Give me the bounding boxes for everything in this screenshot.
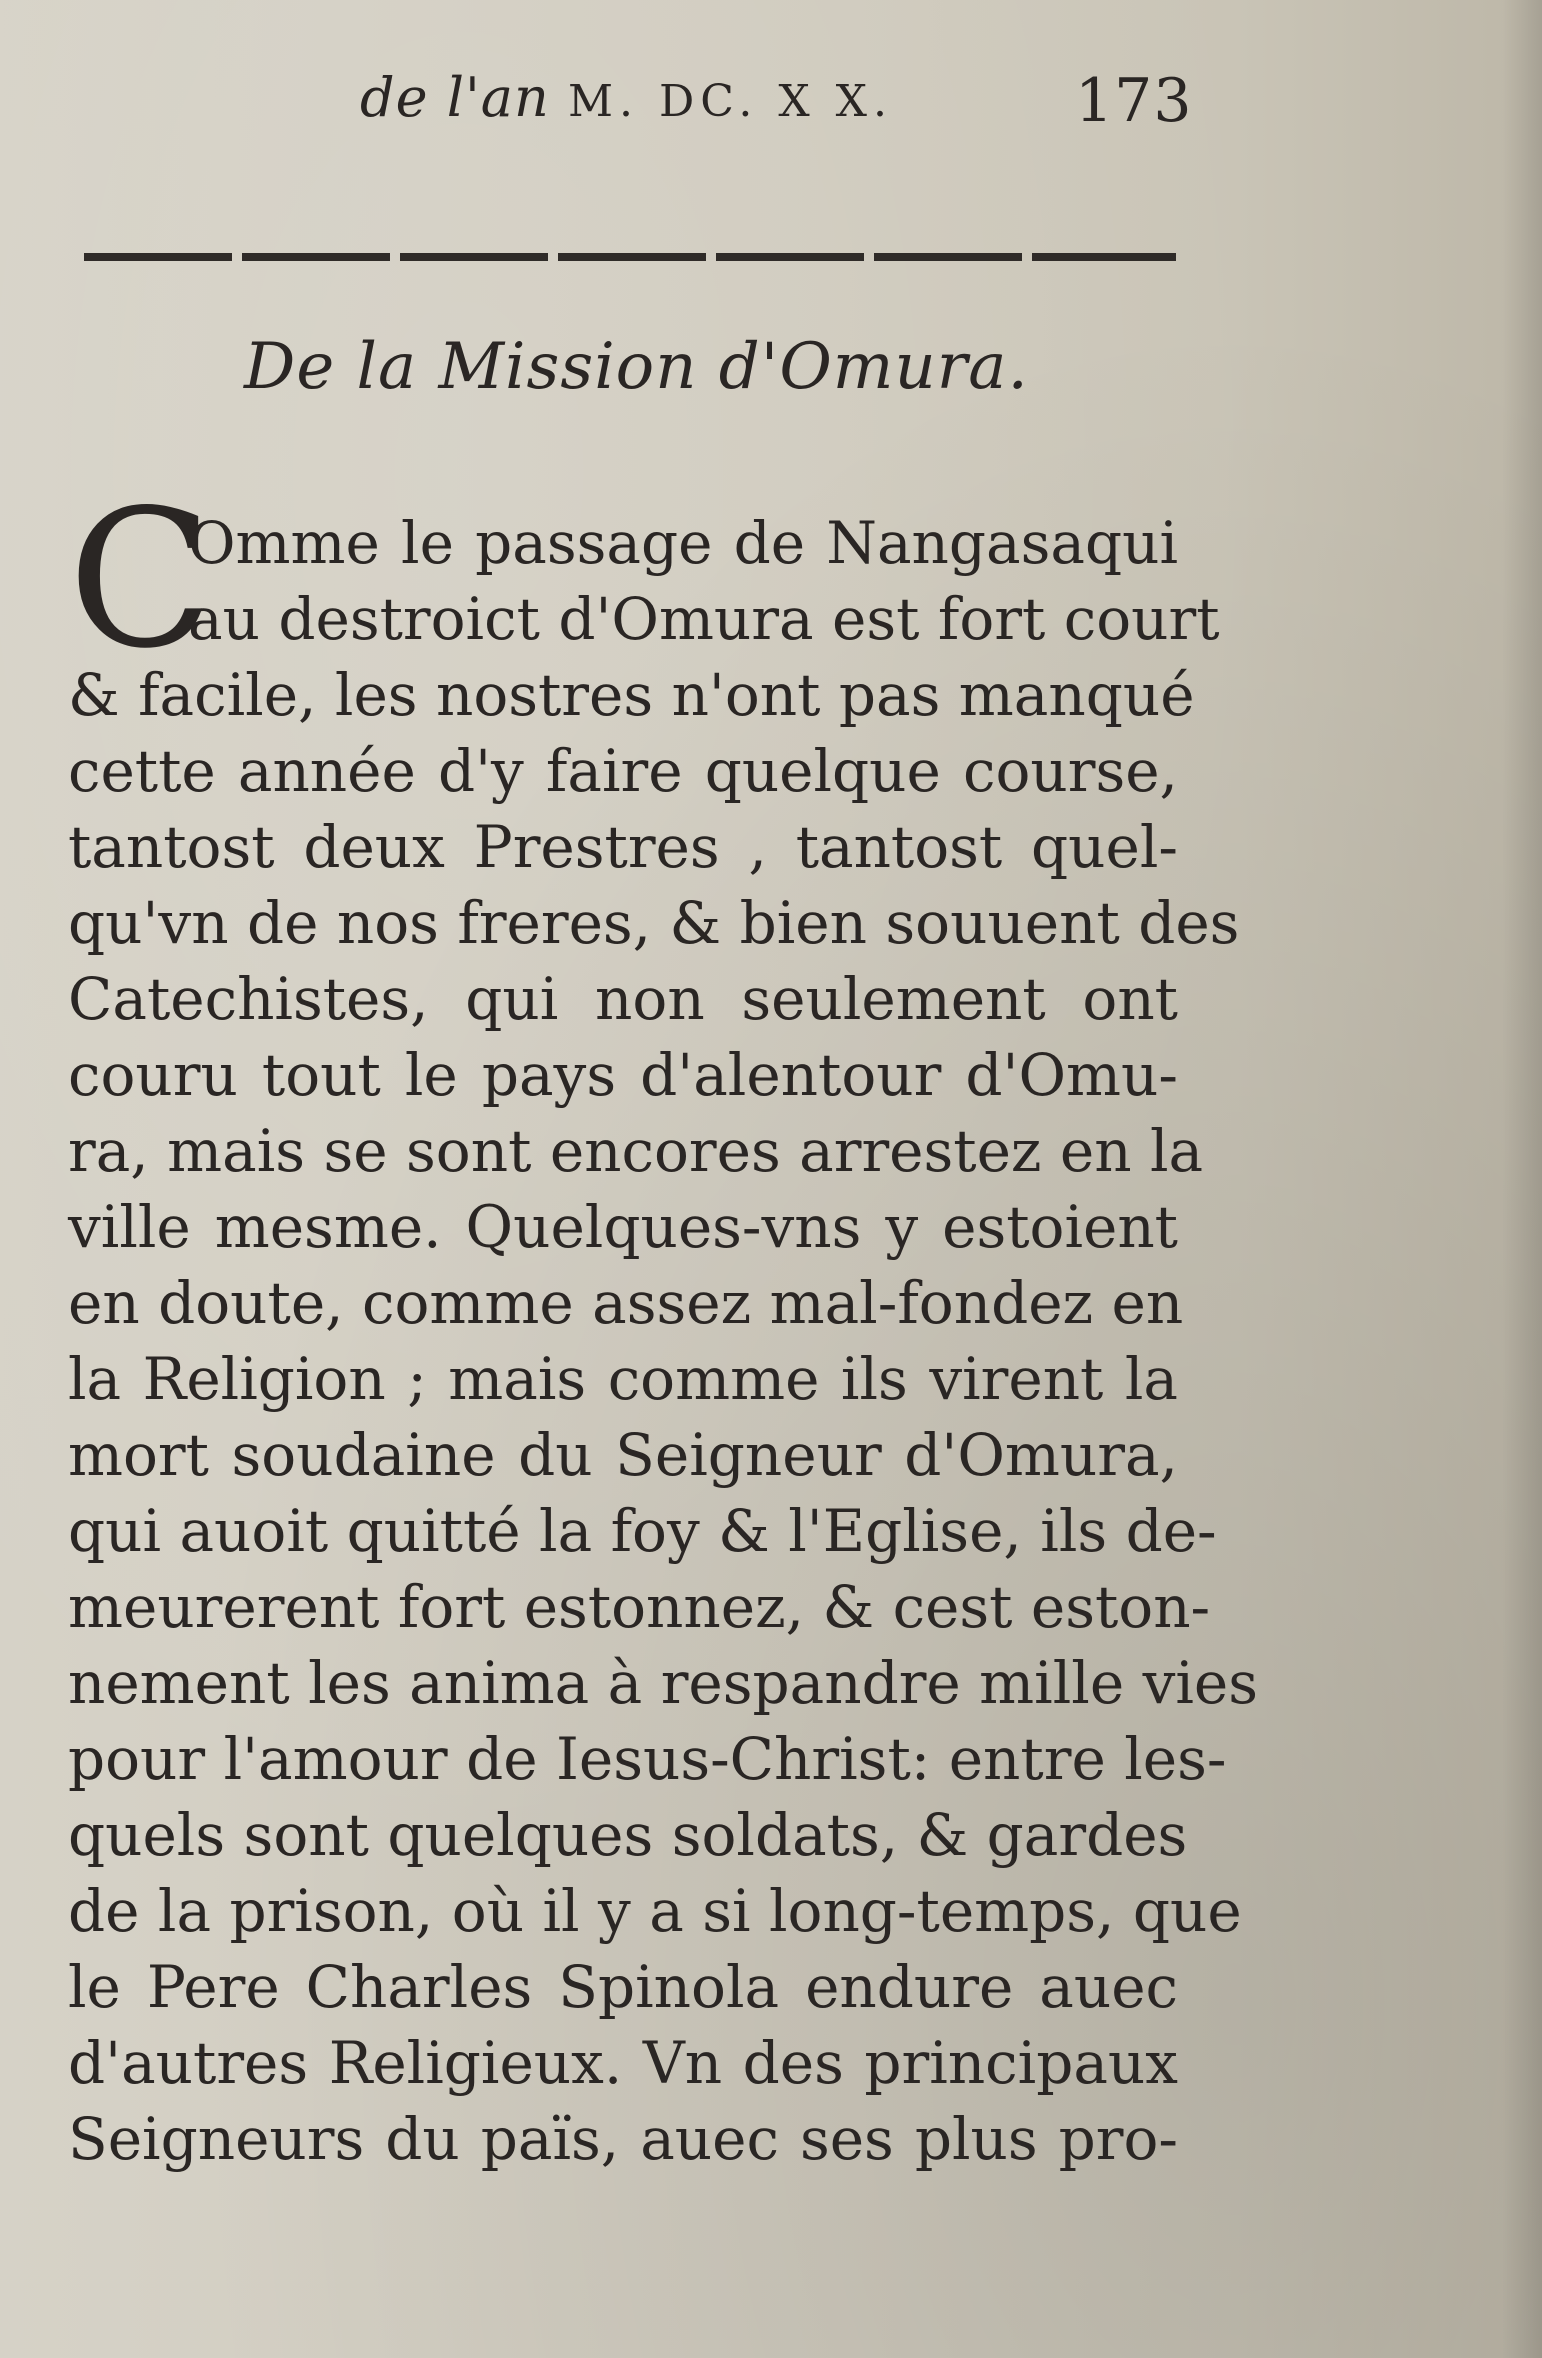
section-title: De la Mission d'Omura. [244, 330, 1029, 404]
text-line: couru tout le pays d'alentour d'Omu- [68, 1041, 1178, 1109]
text-line: & facile, les nostres n'ont pas manqué [68, 661, 1195, 729]
text-line: meurerent fort estonnez, & cest eston- [68, 1573, 1211, 1641]
text-line: tantost deux Prestres , tantost quel- [68, 813, 1178, 881]
running-title [360, 66, 893, 129]
text-line: Seigneurs du païs, auec ses plus pro- [68, 2105, 1178, 2173]
text-line: ra, mais se sont encores arrestez en la [68, 1117, 1204, 1185]
text-line: le Pere Charles Spinola endure auec [68, 1953, 1178, 2021]
text-line: qu'vn de nos freres, & bien souuent des [68, 889, 1240, 957]
text-line: ville mesme. Quelques-vns y estoient [68, 1193, 1178, 1261]
text-line: quels sont quelques soldats, & gardes [68, 1801, 1188, 1869]
section-divider-rule [84, 253, 1176, 261]
running-head [360, 66, 1193, 146]
running-title-year: M. DC. X X. [567, 76, 893, 127]
text-line: d'autres Religieux. Vn des principaux [68, 2029, 1178, 2097]
text-line: cette année d'y faire quelque course, [68, 737, 1178, 805]
body-text [68, 469, 1258, 2177]
running-title-text: de l'an [360, 66, 550, 129]
text-line: nement les anima à respandre mille vies [68, 1649, 1258, 1717]
text-line: mort soudaine du Seigneur d'Omura, [68, 1421, 1178, 1489]
text-line: Omme le passage de Nangasaqui [188, 509, 1178, 577]
page-edge-shadow [1502, 0, 1542, 2358]
text-line: la Religion ; mais comme ils virent la [68, 1345, 1178, 1413]
drop-cap: C [68, 469, 214, 690]
text-line: de la prison, où il y a si long-temps, que [68, 1877, 1242, 1945]
text-line: au destroict d'Omura est fort court [188, 585, 1220, 653]
text-line: pour l'amour de Iesus-Christ: entre les- [68, 1725, 1227, 1793]
page-number: 173 [1075, 66, 1193, 136]
text-line: Catechistes, qui non seulement ont [68, 965, 1178, 1033]
text-line: qui auoit quitté la foy & l'Eglise, ils de- [68, 1497, 1217, 1565]
text-line: en doute, comme assez mal-fondez en [68, 1269, 1184, 1337]
